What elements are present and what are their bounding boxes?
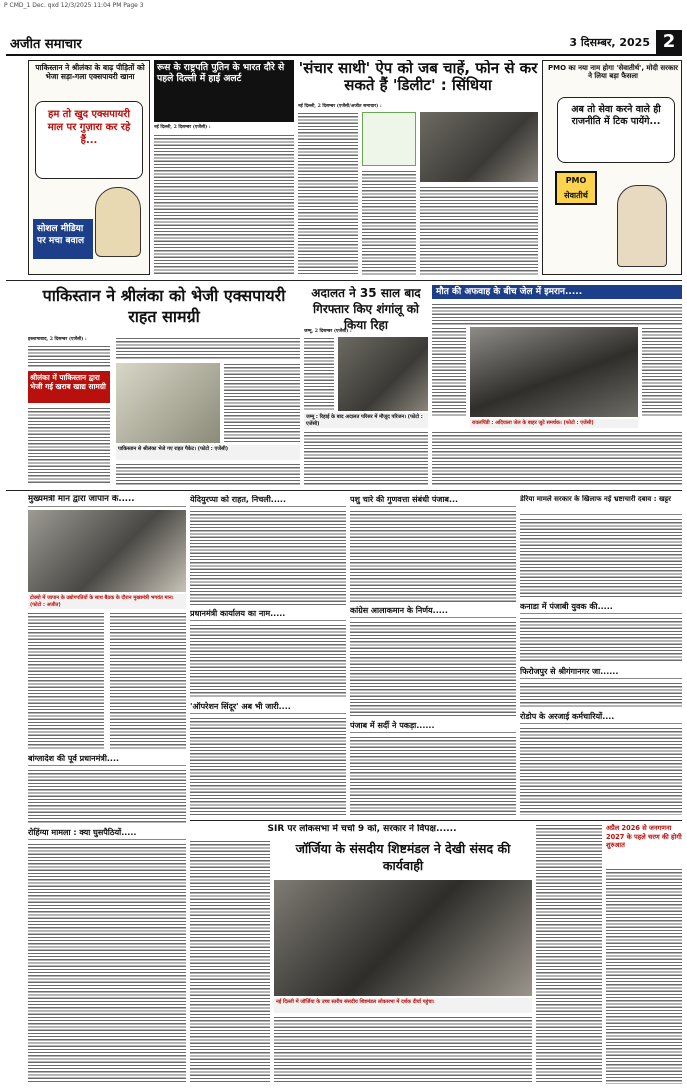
article-crowd-photo [470,327,638,417]
column-left-lower [28,754,186,1084]
article-cm-headline: मुख्यमंत्री मान द्वारा जापान के..... [28,495,186,507]
article-court-caption: जम्मू : रिहाई के बाद अदालत परिसर में मौजूद परिजन। (फोटो : एजेंसी) [304,413,428,428]
article-punjab-cold-headline: पंजाब में सर्दी ने पकड़ा...... [350,721,516,733]
article-pak-caption: पाकिस्तान से श्रीलंका भेजे गए राहत पैकेट। (फोटो : एजेंसी) [116,445,300,460]
article-cm [28,495,186,750]
issue-date: 3 दिसम्बर, 2025 [569,36,650,49]
article-sanchar [298,60,538,275]
article-yadav-headline: येदियुरप्पा को राहत, निचली..... [190,495,346,507]
article-cm-photo [28,510,186,592]
article-crowd [432,285,682,485]
article-putin-headline: रूस के राष्ट्रपति पुतिन के भारत दौरे से पहले दिल्ली में हाई अलर्ट [154,60,294,122]
article-georgia [190,840,532,1084]
column-middle-left [190,495,346,815]
article-rhode-headline: रोडोप के अरजाई कर्मचारियों.... [520,712,682,724]
article-pashu-headline: पशु चारे की गुणवत्ता संबंधी पंजाब... [350,495,516,507]
article-crowd-headline: मौत की अफवाह के बीच जेल में इमरान..... [432,285,682,299]
article-putin [154,60,294,275]
article-operation-body [190,717,346,815]
article-punjab-cold-body [350,736,516,815]
cartoon-right-title: PMO का नया नाम होगा 'सेवातीर्थ', मोदी सरकार ने लिया बड़ा फैसला [547,64,679,81]
article-rohingya-body [28,843,186,1084]
article-canada-headline: कनाडा में पंजाबी युवक की..... [520,602,682,614]
cartoon-left [28,60,150,275]
article-yadav-body [190,510,346,605]
article-pmo-body [190,624,346,698]
article-court-photo [338,337,428,411]
sanchar-logo [362,112,416,166]
article-georgia-caption: नई दिल्ली में जॉर्जिया के उच्च स्तरीय संसदीय शिष्टमंडल लोकसभा में दर्शक दीर्घा पहुंचा। [274,998,532,1013]
cartoon-left-speech: हम तो खुद एक्सपायरी माल पर गुज़ारा कर रहे हैं... [35,101,143,179]
article-cm-body-col2 [110,612,186,750]
article-ferozepur-headline: फिरोजपुर से श्रीगंगानगर जा...... [520,667,682,679]
page-number: 2 [656,30,682,54]
article-putin-body [154,134,294,275]
article-sanchar-body-col2 [362,170,416,275]
column-right [520,495,682,815]
cartoon-right [542,60,682,275]
article-operation-headline: 'ऑपरेशन सिंदूर' अब भी जारी.... [190,702,346,714]
article-sir-headline: SIR पर लोकसभा में चर्चा 9 को, सरकार ने विपक्ष...... [267,824,457,834]
article-haryana-headline: डेरिया मामले सरकार के खिलाफ नई भ्रष्टाचारी दबाव : खट्टर [520,495,682,515]
article-pak-box: श्रीलंका में पाकिस्तान द्वारा भेजी गई खराब खाद्य सामग्री [28,371,110,403]
article-georgia-body-left [190,840,270,1084]
masthead [6,30,682,56]
article-congress-headline: कांग्रेस आलाकमान के निर्णय..... [350,606,516,618]
article-bangladesh-headline: बांग्लादेश की पूर्व प्रधानमंत्री.... [28,754,186,766]
article-pak-photo [116,363,220,443]
article-congress-body [350,621,516,717]
article-sir [192,824,532,838]
column-middle-right [350,495,516,815]
article-pmo-headline: प्रधानमंत्री कार्यालय का नाम..... [190,609,346,621]
cartoon-left-tag: सोशल मीडिया पर मचा बवाल [33,219,93,259]
article-right-bottom-headline: अप्रैल 2026 से जनगणना 2027 के पहले चरण की होगी शुरुआत [606,824,682,849]
article-ferozepur-body [520,682,682,708]
article-court-body [304,337,334,411]
cartoon-right-speech: अब तो सेवा करने वाले ही राजनीति में टिक पायेंगे... [557,97,675,163]
paper-name: अजीत समाचार [10,37,82,52]
cartoon-right-sign: PMO सेवातीर्थ [555,171,597,205]
article-right-bottom-body [606,868,682,1084]
cartoon-left-title: पाकिस्तान ने श्रीलंका के बाढ़ पीड़ितों को भेजा सड़ा-गला एक्सपायरी खाना [35,63,145,81]
article-cm-body-col1 [28,612,104,750]
print-tag: P CMD_1 Dec. qxd 12/3/2025 11:04 PM Page 3 [4,2,144,9]
article-crowd-caption: रावलपिंडी : अदियाला जेल के बाहर जुटे समर्थक। (फोटो : एजेंसी) [470,419,638,428]
article-court [304,285,428,485]
article-pak-headline: पाकिस्तान ने श्रीलंका को भेजी एक्सपायरी राहत सामग्री [42,286,286,326]
article-right-bottom [536,824,682,1084]
article-rohingya-headline: रोहिंग्या मामला : क्या घुसपैठियों..... [28,828,186,840]
article-pak [28,285,300,485]
article-haryana-body [520,518,682,598]
article-sanchar-headline: 'संचार साथी' ऐप को जब चाहें, फोन से कर सकते हैं 'डिलीट' : सिंधिया [298,60,538,95]
article-pashu-body [350,510,516,602]
article-cm-caption: टोक्यो में जापान के उद्योगपतियों के साथ बैठक के दौरान मुख्यमंत्री भगवंत मान। (फोटो : अजीत) [28,594,186,609]
article-bangladesh-body [28,769,186,824]
article-georgia-body-bottom [274,1016,532,1084]
article-pak-dateline: इस्लामाबाद, 2 दिसम्बर (एजेंसी) : [28,337,87,342]
article-court-headline: अदालत ने 35 साल बाद गिरफ्तार किए शंगांलू को किया रिहा [311,286,421,332]
article-rhode-body [520,727,682,815]
article-court-dateline: जम्मू, 2 दिसम्बर (एजेंसी) : [304,329,352,334]
article-canada-body [520,617,682,663]
article-sanchar-dateline: नई दिल्ली, 2 दिसम्बर (एजेंसी/अजीत समाचार) : [298,104,382,109]
cartoon-right-figure [617,185,667,267]
article-georgia-headline: जॉर्जिया के संसदीय शिष्टमंडल ने देखी संसद की कार्यवाही [295,841,511,873]
article-sanchar-body-col3 [420,186,538,275]
article-sanchar-photo [420,112,538,182]
article-georgia-photo [274,880,532,996]
cartoon-figure [95,187,141,257]
article-putin-dateline: नई दिल्ली, 2 दिसम्बर (एजेंसी) : [154,125,211,130]
article-pak-body [28,407,110,485]
article-sanchar-body-col1 [298,112,358,275]
